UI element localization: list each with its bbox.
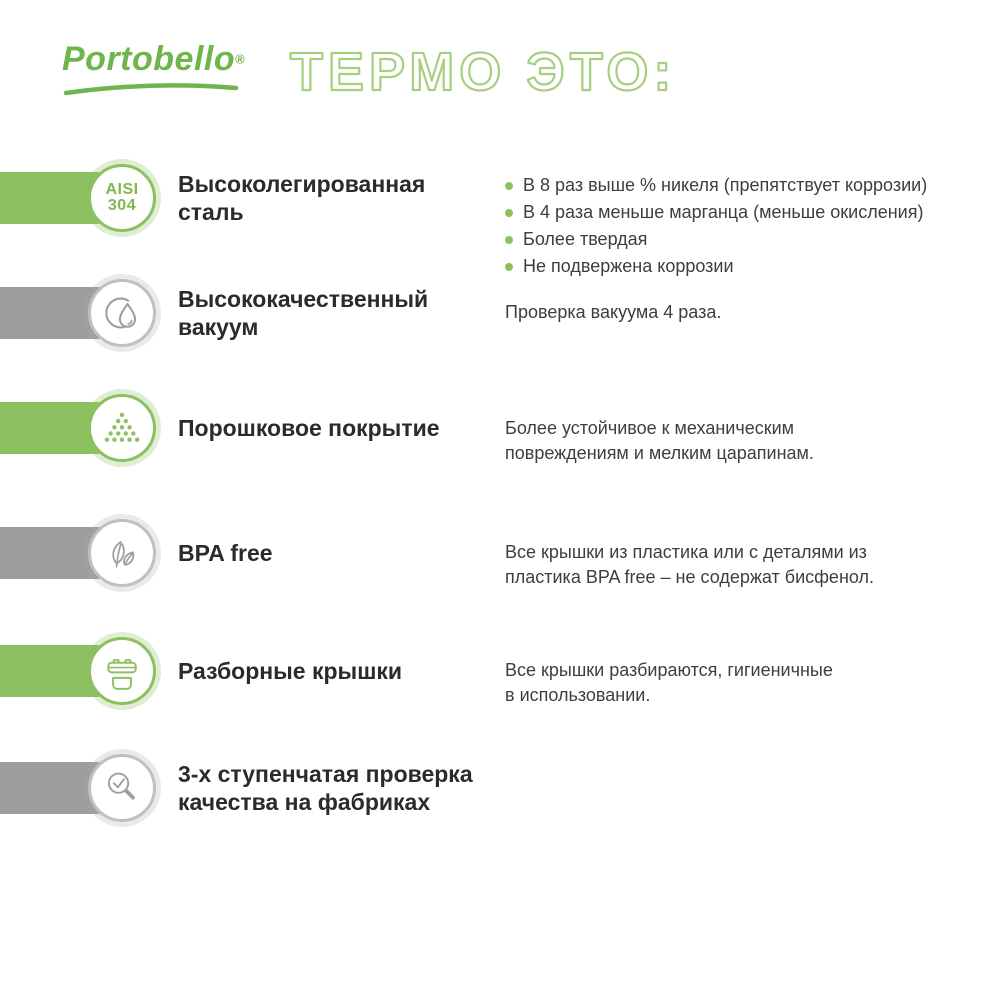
heading-line: Порошковое покрытие — [178, 415, 440, 441]
heading-line: качества на фабриках — [178, 789, 431, 815]
feature-heading — [178, 170, 425, 226]
quality-check-magnifier-icon — [100, 766, 144, 810]
heading-line: 3-х ступенчатая проверка — [178, 761, 473, 787]
description-line: Более устойчивое к механическим — [505, 418, 795, 438]
description-line: Проверка вакуума 4 раза. — [505, 302, 722, 322]
bpa-free-leaves-icon — [100, 531, 144, 575]
description-line: Все крышки из пластика или с деталями из — [505, 542, 867, 562]
feature-heading — [178, 285, 428, 341]
heading-line: BPA free — [178, 540, 273, 566]
feature-icon-circle — [88, 637, 156, 705]
page-title — [286, 34, 726, 106]
description-line: Все крышки разбираются, гигиеничные — [505, 660, 833, 680]
bullet-item — [505, 226, 927, 253]
bullet-dot-icon — [505, 182, 513, 190]
feature-description — [505, 416, 814, 466]
portobello-logo — [62, 40, 252, 96]
registered-trademark: ® — [235, 51, 245, 67]
heading-line: Разборные крышки — [178, 658, 403, 684]
bullet-text: В 4 раза меньше марганца (меньше окисления) — [523, 202, 924, 222]
feature-heading — [178, 760, 473, 816]
description-line: повреждениям и мелким царапинам. — [505, 443, 814, 463]
bullet-dot-icon — [505, 209, 513, 217]
feature-bullet-list — [505, 172, 927, 280]
bullet-text: Более твердая — [523, 229, 648, 249]
bullet-item — [505, 199, 927, 226]
logo-text: Portobello — [62, 40, 236, 78]
badge-line: 304 — [107, 197, 137, 214]
page-title-text: ТЕРМО ЭТО: — [290, 42, 677, 102]
heading-line: Высоколегированная — [178, 171, 426, 197]
description-line: в использовании. — [505, 685, 651, 705]
logo-swoosh — [62, 80, 240, 96]
bullet-item — [505, 172, 927, 199]
feature-icon-circle — [88, 279, 156, 347]
feature-icon-circle — [88, 519, 156, 587]
bullet-dot-icon — [505, 236, 513, 244]
feature-heading — [178, 657, 402, 685]
bullet-dot-icon — [505, 263, 513, 271]
bullet-text: В 8 раз выше % никеля (препятствует коррозии) — [523, 175, 928, 195]
feature-heading — [178, 414, 440, 442]
heading-line: сталь — [178, 199, 244, 225]
vacuum-droplet-icon — [100, 291, 144, 335]
detachable-lid-icon — [100, 649, 144, 693]
feature-icon-circle — [88, 754, 156, 822]
bullet-item — [505, 253, 927, 280]
description-line: пластика BPA free – не содержат бисфенол. — [505, 567, 874, 587]
bullet-text: Не подвержена коррозии — [523, 256, 734, 276]
feature-icon-circle — [88, 394, 156, 462]
feature-description — [505, 658, 833, 708]
heading-line: вакуум — [178, 314, 259, 340]
heading-line: Высококачественный — [178, 286, 429, 312]
badge-line: AISI — [105, 181, 139, 198]
powder-coating-dots-icon — [100, 406, 144, 450]
feature-description — [505, 540, 874, 590]
feature-heading — [178, 539, 273, 567]
feature-description — [505, 300, 721, 325]
aisi-304-badge — [88, 164, 156, 232]
